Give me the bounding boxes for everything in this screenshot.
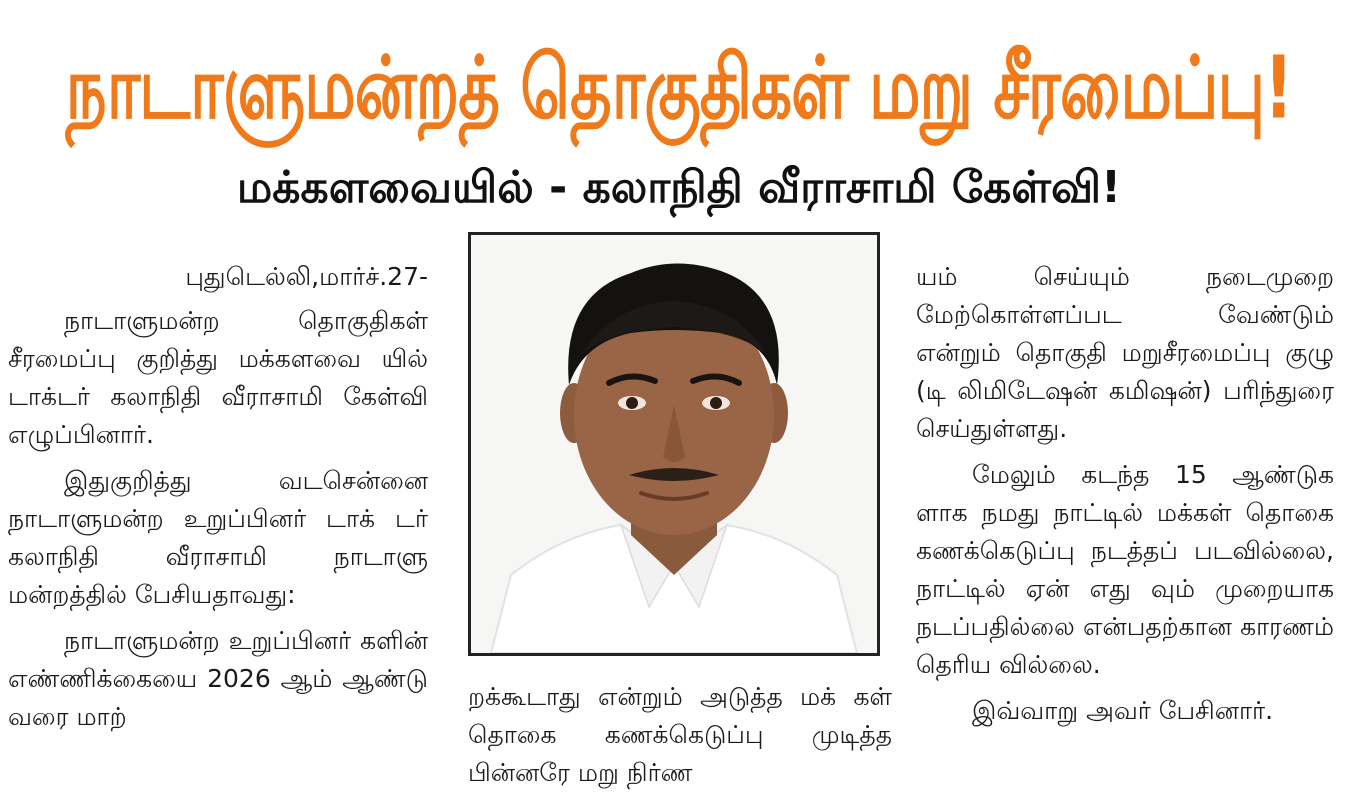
portrait-illustration bbox=[471, 235, 877, 653]
dateline: புதுடெல்லி,மார்ச்.27- bbox=[185, 262, 428, 291]
paragraph: இவ்வாறு அவர் பேசினார். bbox=[972, 696, 1274, 725]
article-right-column bbox=[916, 258, 1334, 730]
paragraph: றக்கூடாது என்றும் அடுத்த மக் கள் தொகை கணக்கெடுப்பு முடித்த பின்னரே மறு நிர்ண bbox=[468, 682, 892, 787]
article-left-column bbox=[8, 258, 428, 736]
article-middle-column bbox=[468, 678, 892, 792]
paragraph: நாடாளுமன்ற உறுப்பினர் களின் எண்ணிக்கையை 2026 ஆம் ஆண்டு வரை மாற் bbox=[8, 626, 428, 731]
paragraph: யம் செய்யும் நடைமுறை மேற்கொள்ளப்பட வேண்டும் என்றும் தொகுதி மறுசீரமைப்பு குழு (டி லிமிடேஷன் கமிஷன்) பரிந்துரை செய்துள்ளது. bbox=[916, 262, 1334, 443]
paragraph: நாடாளுமன்ற தொகுதிகள் சீரமைப்பு குறித்து மக்களவை யில் டாக்டர் கலாநிதி வீராசாமி கேள்வி எழுப்பினார். bbox=[8, 306, 428, 449]
headline: நாடாளுமன்றத் தொகுதிகள் மறு சீரமைப்பு! bbox=[65, 39, 1293, 139]
paragraph: மேலும் கடந்த 15 ஆண்டுக ளாக நமது நாட்டில் மக்கள் தொகை கணக்கெடுப்பு நடத்தப் படவில்லை, நாட்டில் ஏன் எது வும் முறையாக நடப்பதில்லை என்பதற்கான காரணம் தெரிய வில்லை. bbox=[916, 460, 1334, 679]
paragraph: இதுகுறித்து வடசென்னை நாடாளுமன்ற உறுப்பினர் டாக் டர் கலாநிதி வீராசாமி நாடாளு மன்றத்தில் பேசியதாவது: bbox=[8, 466, 428, 609]
subheadline: மக்களவையில் - கலாநிதி வீராசாமி கேள்வி! bbox=[236, 162, 1122, 213]
portrait-photo bbox=[468, 232, 880, 656]
